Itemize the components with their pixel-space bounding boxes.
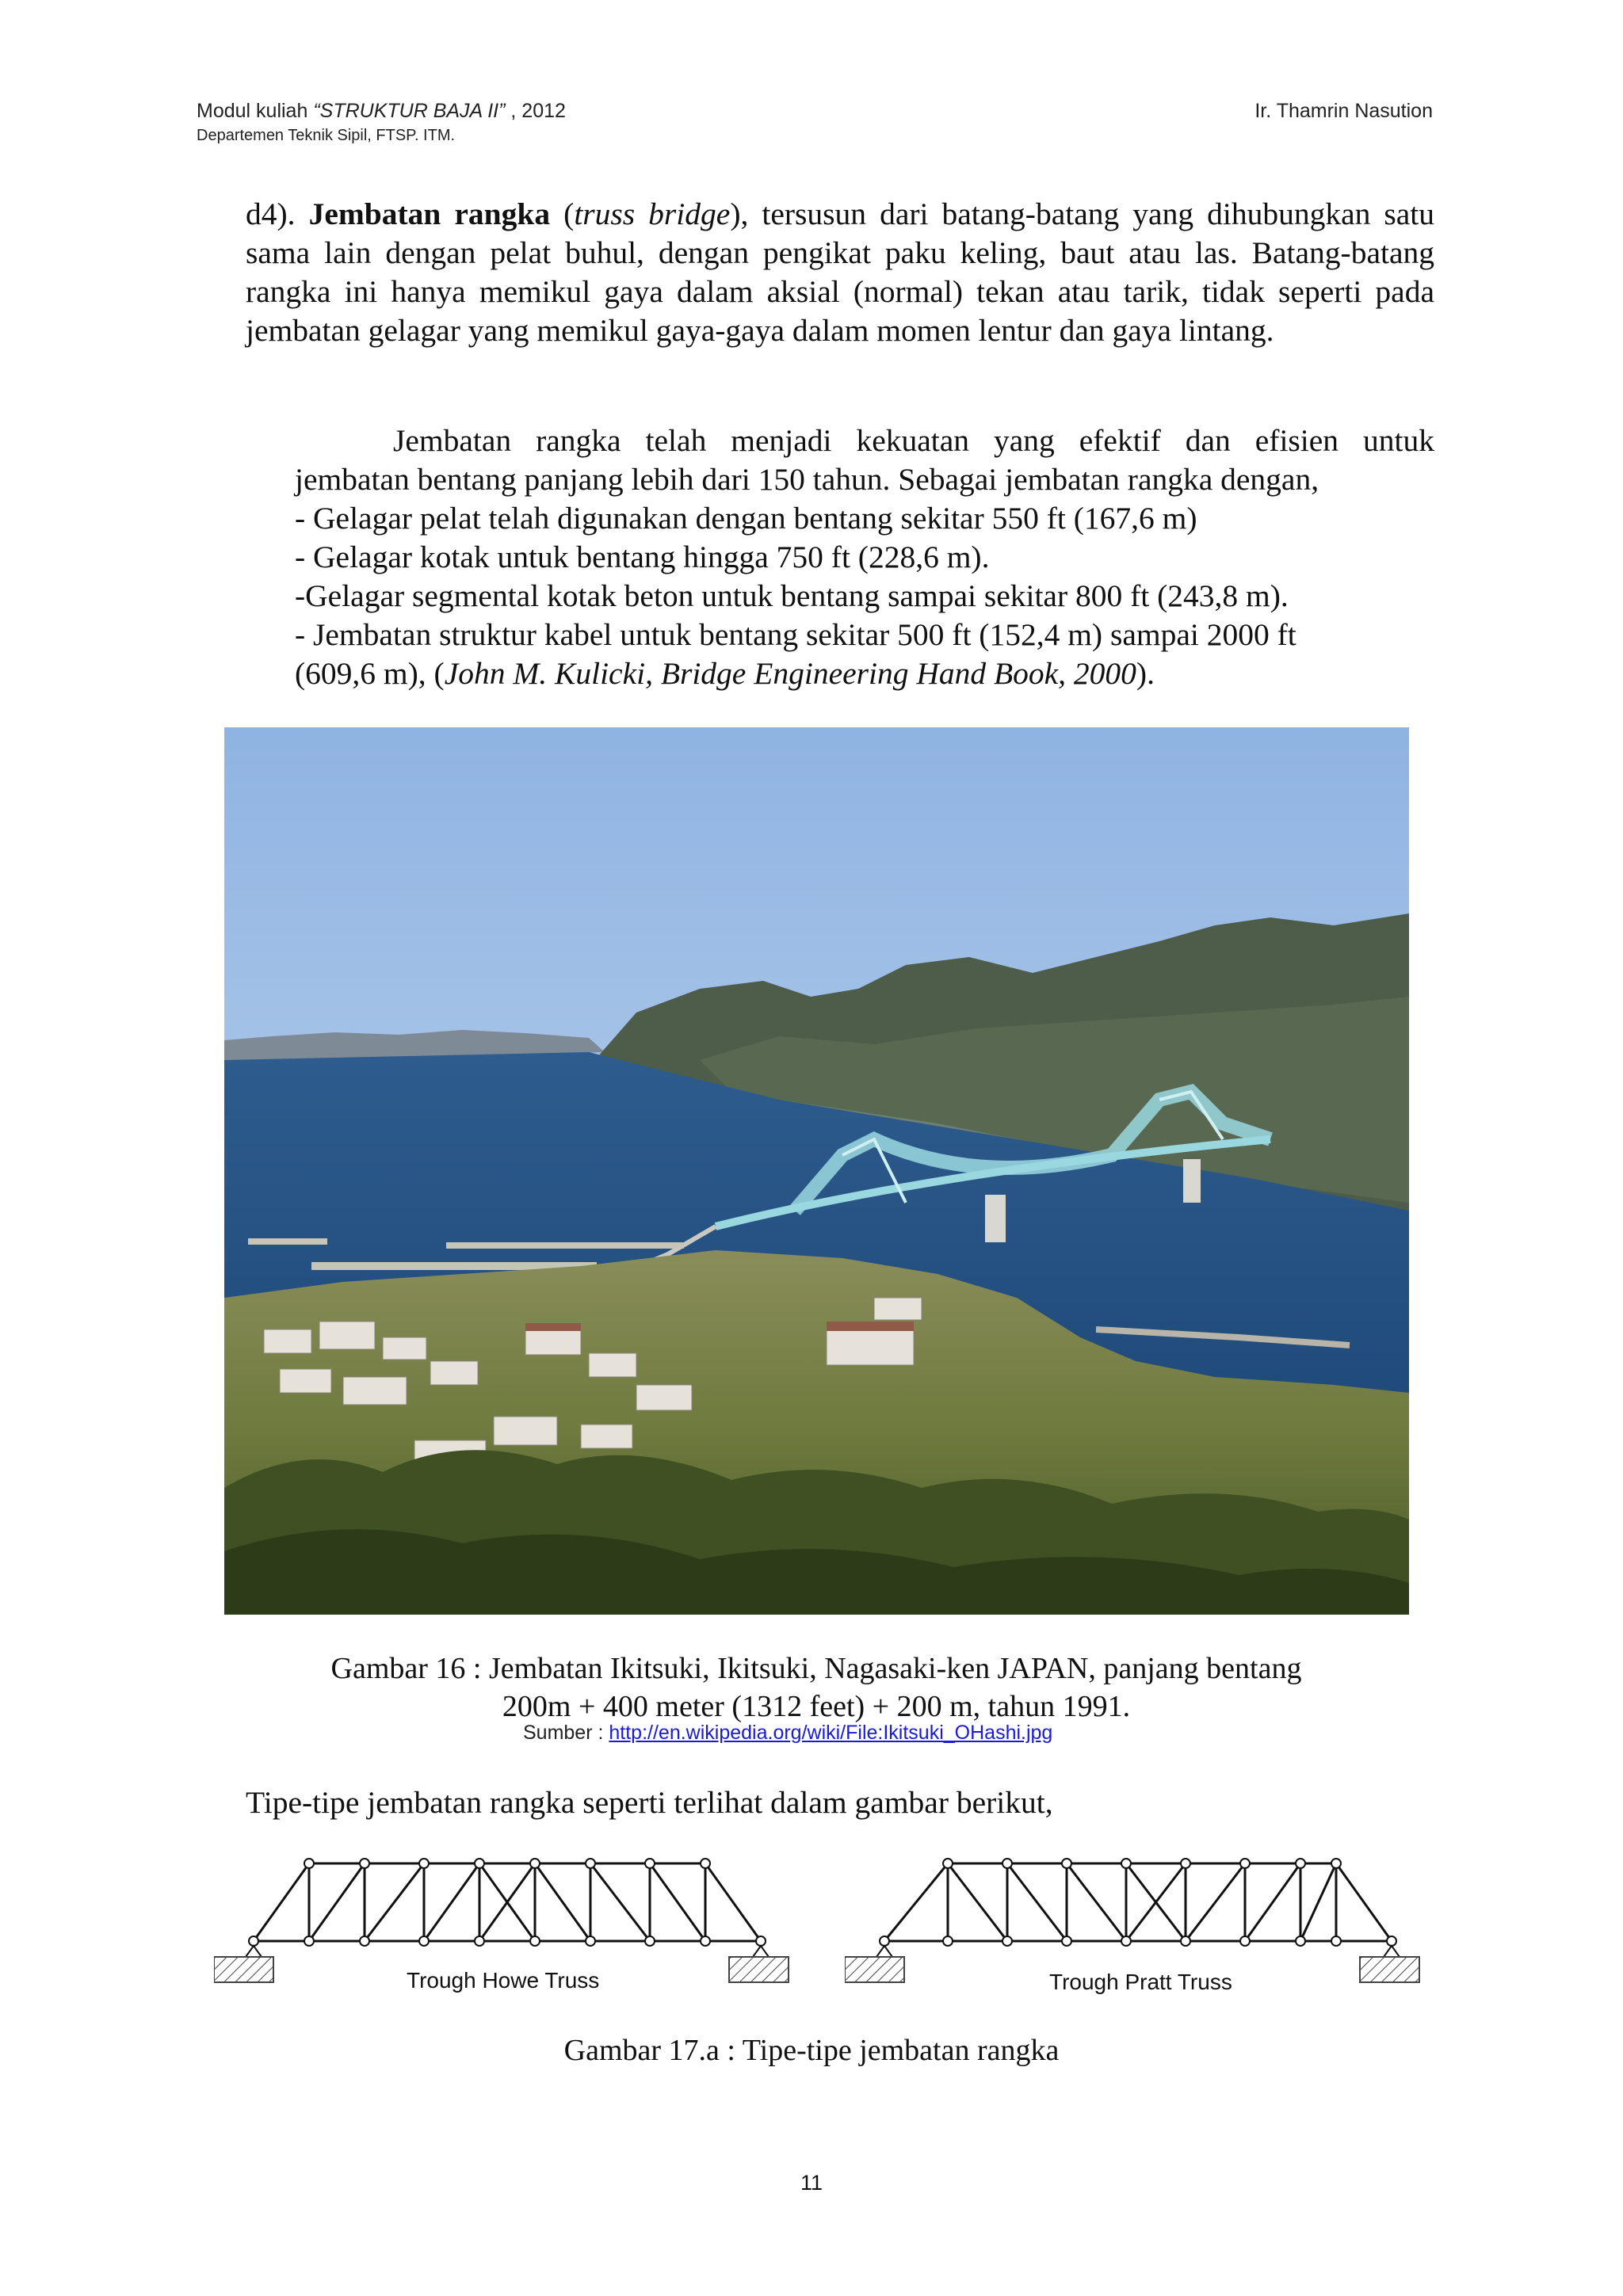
caption-line: Gambar 16 : Jembatan Ikitsuki, Ikitsuki, Nagasaki-ken JAPAN, panjang bentang	[330, 1652, 1302, 1685]
list-item: - Gelagar kotak untuk bentang hingga 750 ft (228,6 m).	[295, 540, 990, 574]
pratt-truss-diagram	[845, 1846, 1423, 2008]
pratt-truss-label: Trough Pratt Truss	[1049, 1970, 1232, 1994]
figure16-caption	[238, 1650, 1395, 1726]
section-d4-paragraph: d4). Jembatan rangka (truss bridge), tersusun dari batang-batang yang dihubungkan satu sama lain dengan pelat buhul, dengan pengikat paku keling, baut atau las. Batang-batang rangka ini hanya memikul gaya dalam aksial (normal) tekan atau tarik, tidak seperti pada jembatan gelagar yang memikul gaya-gaya dalam momen lentur dan gaya lintang.	[246, 196, 1435, 348]
bridge-photo-illustration	[224, 727, 1409, 1615]
paragraph-line: Jembatan rangka telah menjadi kekuatan yang efektif dan efisien untuk	[393, 423, 1434, 458]
header-author: Ir. Thamrin Nasution	[1254, 100, 1433, 122]
list-item: - Jembatan struktur kabel untuk bentang sekitar 500 ft (152,4 m) sampai 2000 ft	[295, 617, 1296, 652]
caption-line: 200m + 400 meter (1312 feet) + 200 m, tahun 1991.	[502, 1690, 1131, 1723]
truss-types-intro: Tipe-tipe jembatan rangka seperti terlihat dalam gambar berikut,	[246, 1785, 1053, 1820]
howe-truss-diagram	[214, 1846, 792, 2008]
list-item: - Gelagar pelat telah digunakan dengan bentang sekitar 550 ft (167,6 m)	[295, 501, 1197, 536]
howe-truss-label: Trough Howe Truss	[407, 1968, 600, 1993]
paragraph-line: jembatan bentang panjang lebih dari 150 tahun. Sebagai jembatan rangka dengan,	[295, 462, 1319, 497]
truss-history-paragraph	[295, 421, 1434, 693]
figure17-caption: Gambar 17.a : Tipe-tipe jembatan rangka	[563, 2034, 1060, 2067]
list-item: (609,6 m), (John M. Kulicki, Bridge Engineering Hand Book, 2000).	[295, 656, 1155, 691]
source-link[interactable]: http://en.wikipedia.org/wiki/File:Ikitsuki_OHashi.jpg	[609, 1722, 1053, 1744]
header-course: Modul kuliah “STRUKTUR BAJA II” , 2012	[197, 100, 566, 122]
bridge-photo	[224, 727, 1409, 1615]
figure16-source: Sumber : http://en.wikipedia.org/wiki/File:Ikitsuki_OHashi.jpg	[523, 1722, 1053, 1744]
list-item: -Gelagar segmental kotak beton untuk bentang sampai sekitar 800 ft (243,8 m).	[295, 578, 1289, 613]
page-number: 11	[800, 2171, 823, 2195]
header-department: Departemen Teknik Sipil, FTSP. ITM.	[197, 127, 456, 144]
